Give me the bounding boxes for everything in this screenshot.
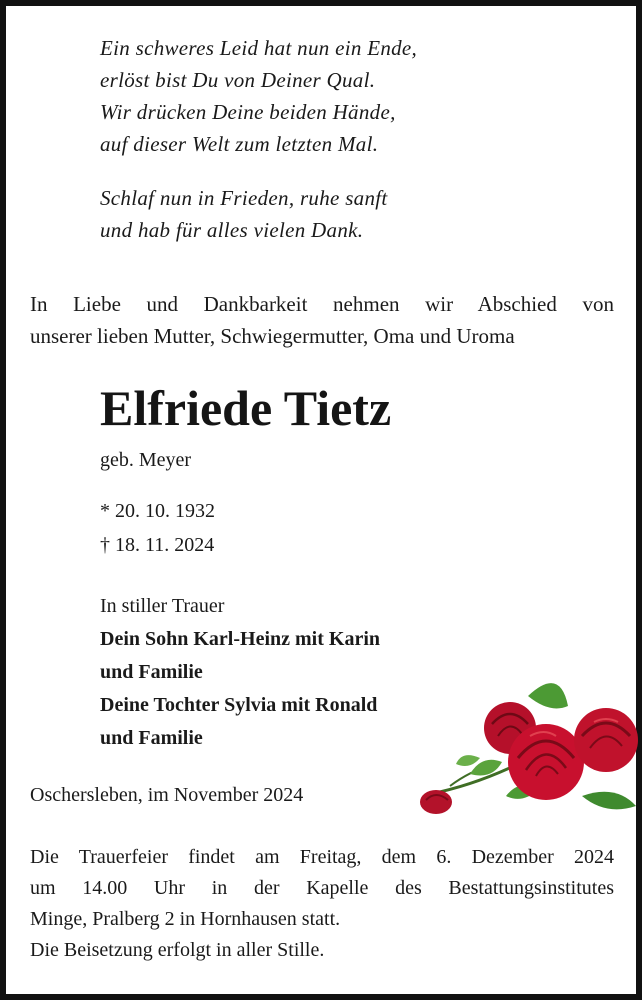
mourner-line: und Familie (100, 661, 203, 683)
poem-line: Schlaf nun in Frieden, ruhe sanft (100, 186, 388, 210)
birth-name: geb. Meyer (100, 449, 192, 471)
poem-line: Ein schweres Leid hat nun ein Ende, (100, 36, 418, 60)
funeral-info-line: Die Beisetzung erfolgt in aller Stille. (30, 939, 325, 961)
poem-line: Wir drücken Deine beiden Hände, (100, 100, 396, 124)
funeral-info-line: Die Trauerfeier findet am Freitag, dem 6. Dezember 2024 (30, 846, 614, 868)
mourner-line: Dein Sohn Karl-Heinz mit Karin (100, 628, 380, 650)
poem-line: erlöst bist Du von Deiner Qual. (100, 68, 376, 92)
deceased-name: Elfriede Tietz (100, 380, 392, 436)
poem-line: auf dieser Welt zum letzten Mal. (100, 132, 379, 156)
farewell-intro (30, 288, 614, 352)
funeral-info (30, 842, 614, 966)
death-date: † 18. 11. 2024 (100, 534, 215, 556)
birth-date: * 20. 10. 1932 (100, 500, 215, 522)
mourners-block (100, 590, 380, 755)
intro-line: unserer lieben Mutter, Schwiegermutter, Oma und Uroma (30, 324, 515, 348)
mourning-heading: In stiller Trauer (100, 595, 225, 617)
intro-line: In Liebe und Dankbarkeit nehmen wir Abschied von (30, 292, 614, 316)
funeral-info-line: um 14.00 Uhr in der Kapelle des Bestattungsinstitutes (30, 877, 614, 899)
mourner-line: Deine Tochter Sylvia mit Ronald (100, 694, 378, 716)
funeral-info-line: Minge, Pralberg 2 in Hornhausen statt. (30, 908, 341, 930)
memorial-poem (100, 32, 560, 246)
poem-line: und hab für alles vielen Dank. (100, 218, 364, 242)
roses-icon (410, 666, 642, 826)
life-dates (100, 494, 215, 562)
place-and-date: Oschersleben, im November 2024 (30, 784, 304, 806)
mourner-line: und Familie (100, 727, 203, 749)
stanza-gap (100, 160, 560, 182)
